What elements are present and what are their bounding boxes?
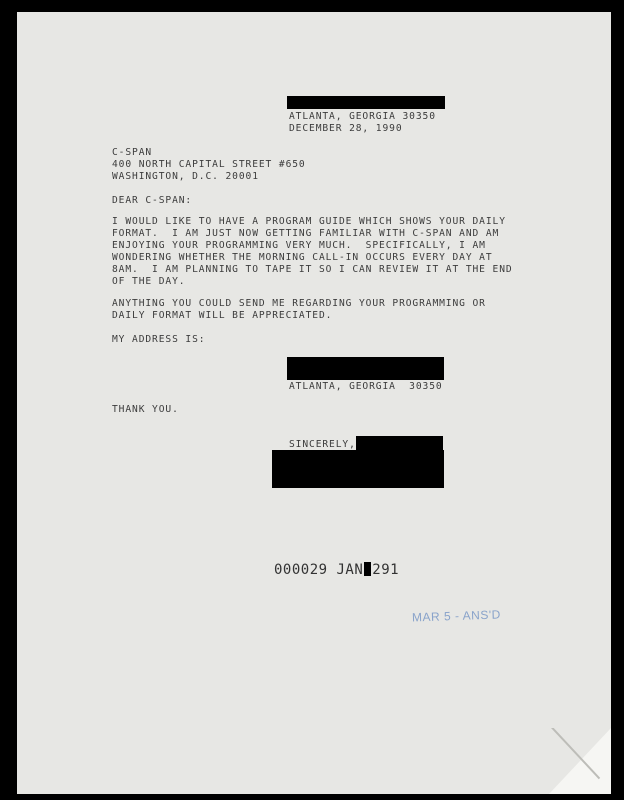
- body-line: DAILY FORMAT WILL BE APPRECIATED.: [112, 310, 333, 321]
- body-line: WONDERING WHETHER THE MORNING CALL-IN OCCURS EVERY DAY AT: [112, 252, 493, 263]
- closing: SINCERELY,: [289, 439, 356, 450]
- return-city: ATLANTA, GEORGIA 30350: [289, 381, 443, 392]
- body-line: I WOULD LIKE TO HAVE A PROGRAM GUIDE WHICH SHOWS YOUR DAILY: [112, 216, 506, 227]
- thank-you: THANK YOU.: [112, 404, 179, 415]
- body-line: FORMAT. I AM JUST NOW GETTING FAMILIAR WITH C-SPAN AND AM: [112, 228, 500, 239]
- redacted-sender-address: [287, 96, 445, 109]
- handwritten-answered-note: MAR 5 - ANS'D: [411, 607, 502, 625]
- recipient-city: WASHINGTON, D.C. 20001: [112, 171, 259, 182]
- letter-date: DECEMBER 28, 1990: [289, 123, 403, 134]
- body-line: 8AM. I AM PLANNING TO TAPE IT SO I CAN REVIEW IT AT THE END: [112, 264, 513, 275]
- body-line: ANYTHING YOU COULD SEND ME REGARDING YOUR PROGRAMMING OR: [112, 298, 486, 309]
- salutation: DEAR C-SPAN:: [112, 195, 193, 206]
- body-line: OF THE DAY.: [112, 276, 186, 287]
- folded-corner: [549, 728, 611, 794]
- recipient-street: 400 NORTH CAPITAL STREET #650: [112, 159, 306, 170]
- sender-city: ATLANTA, GEORGIA 30350: [289, 111, 436, 122]
- redacted-return-address: [287, 357, 444, 380]
- receipt-stamp: 000029 JAN 291: [274, 562, 400, 578]
- redacted-signature: [272, 450, 444, 488]
- recipient-name: C-SPAN: [112, 147, 153, 158]
- redacted-stamp-digit: [364, 562, 371, 576]
- address-intro: MY ADDRESS IS:: [112, 334, 206, 345]
- body-line: ENJOYING YOUR PROGRAMMING VERY MUCH. SPECIFICALLY, I AM: [112, 240, 486, 251]
